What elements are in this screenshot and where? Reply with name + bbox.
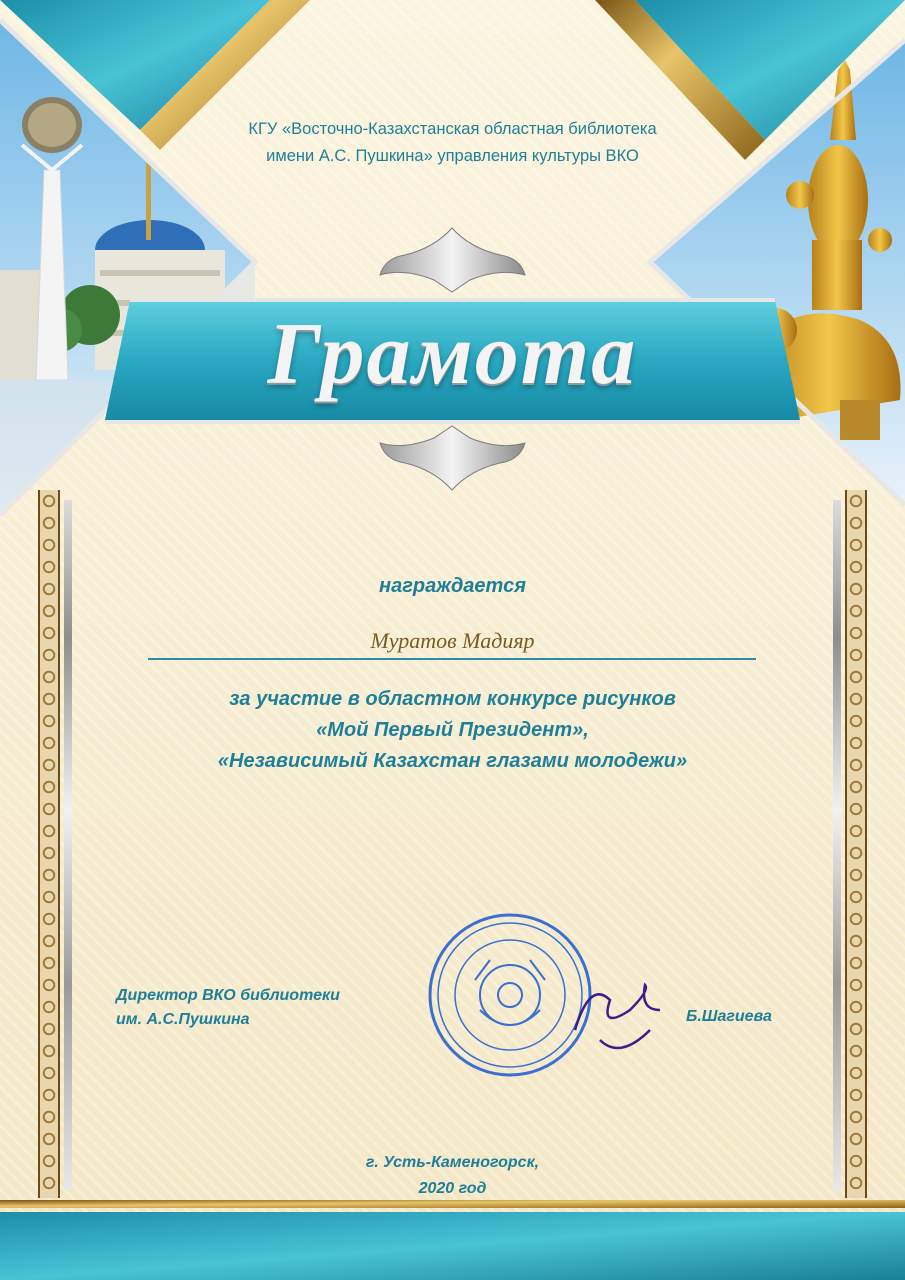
reason-line-2: «Мой Первый Президент», <box>316 719 589 741</box>
issue-place-date <box>300 1150 605 1202</box>
reason-line-3: «Независимый Казахстан глазами молодежи» <box>217 750 688 772</box>
issue-year: 2020 год <box>418 1180 487 1197</box>
right-ornament-border <box>845 490 867 1198</box>
official-stamp <box>430 915 590 1075</box>
signatory-position-line-2: им. А.С.Пушкина <box>116 1011 250 1028</box>
signatory-position <box>116 984 376 1032</box>
right-silver-border <box>833 500 841 1190</box>
awarded-label: награждается <box>379 575 526 597</box>
award-reason <box>150 684 755 777</box>
recipient-name: Муратов Мадияр <box>370 628 535 653</box>
signatory-position-line-1: Директор ВКО библиотеки <box>116 987 340 1004</box>
left-silver-border <box>64 500 72 1190</box>
top-silver-ornament <box>380 228 525 292</box>
organization-line-1: КГУ «Восточно-Казахстанская областная библиотека <box>248 120 657 138</box>
organization-line-2: имени А.С. Пушкина» управления культуры ВКО <box>266 147 639 165</box>
bottom-teal-band <box>0 1212 905 1280</box>
bottom-silver-ornament <box>380 426 525 490</box>
signatory-name: Б.Шагиева <box>686 1008 772 1025</box>
reason-line-1: за участие в областном конкурсе рисунков <box>229 688 676 710</box>
organization-name <box>150 116 755 170</box>
left-ornament-border <box>38 490 60 1198</box>
issue-city: г. Усть-Каменогорск, <box>365 1154 540 1171</box>
certificate-title: Грамота <box>267 306 638 403</box>
recipient-underline <box>148 658 756 660</box>
